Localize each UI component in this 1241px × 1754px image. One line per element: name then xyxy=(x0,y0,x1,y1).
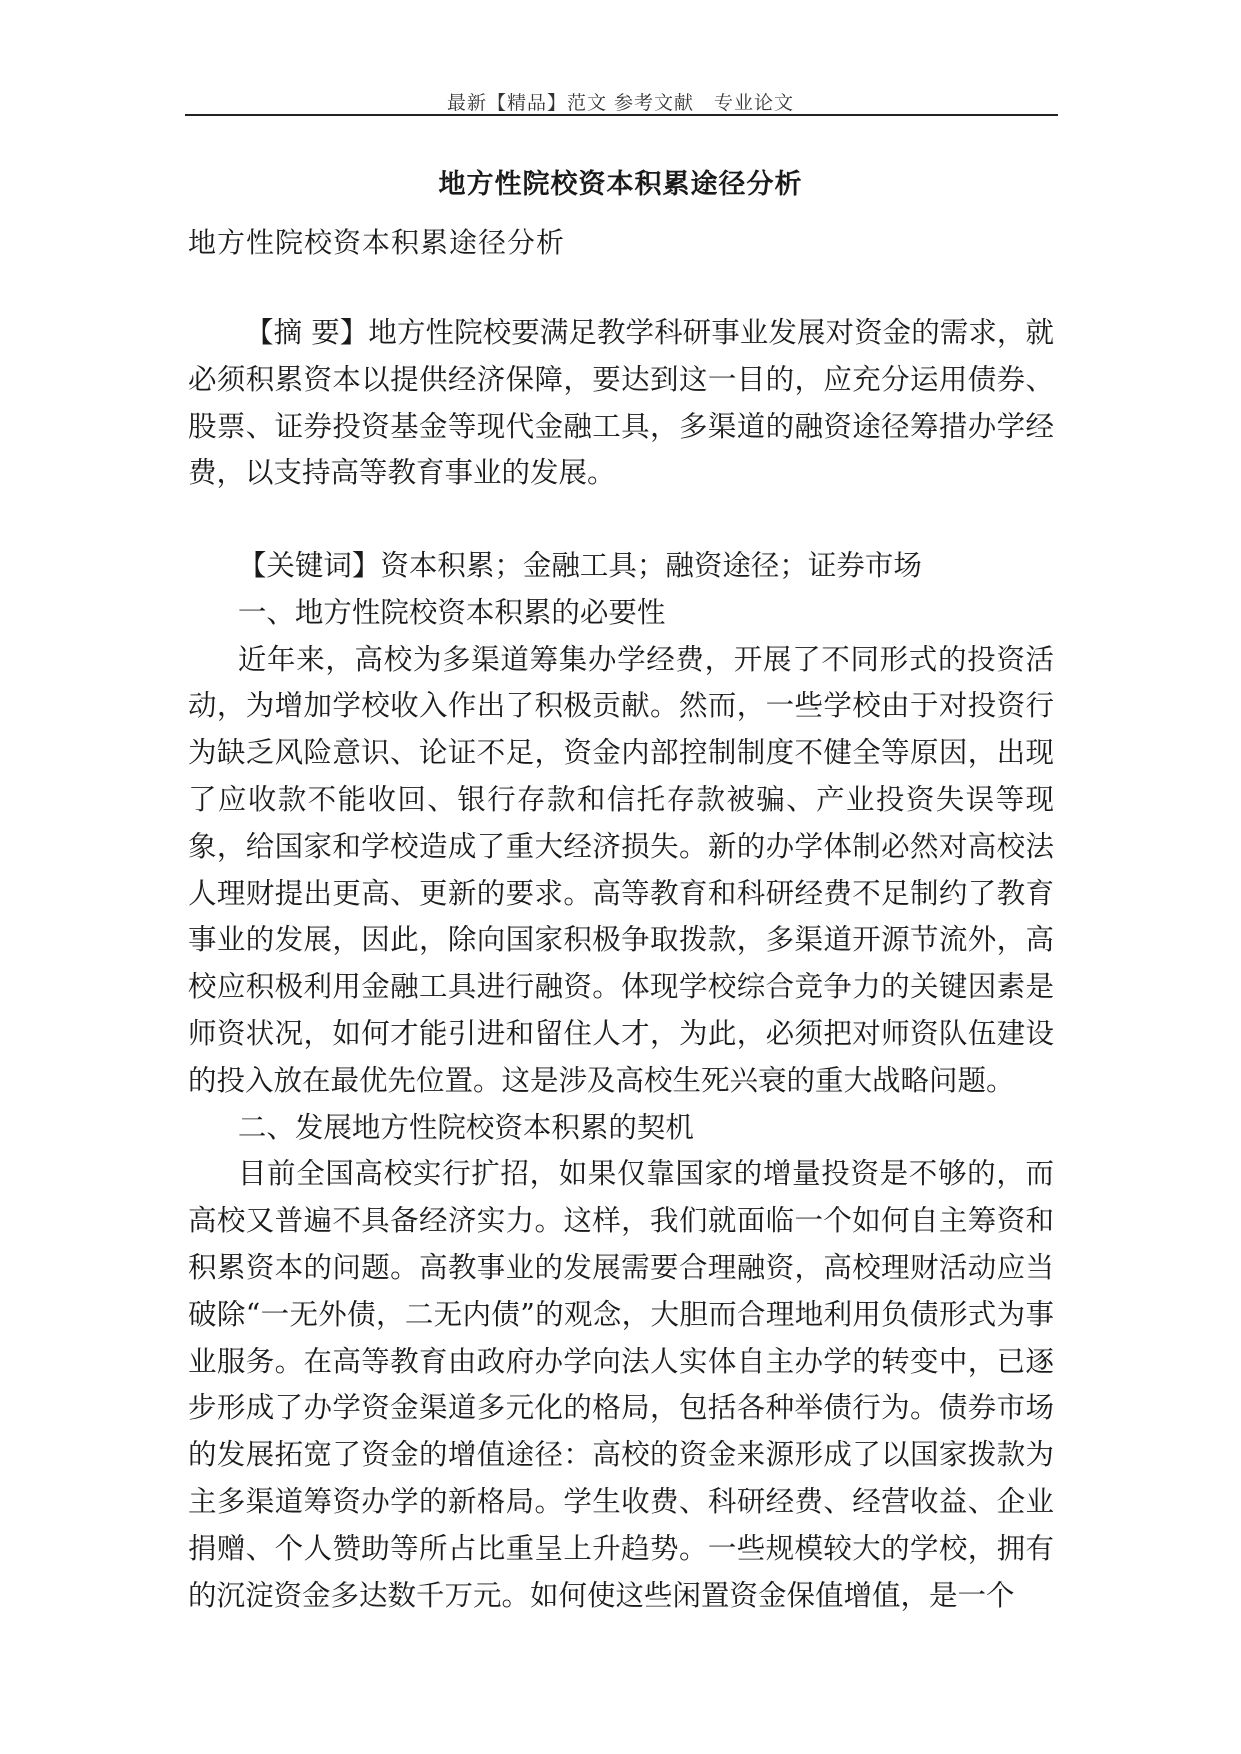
keywords-line: 【关键词】资本积累；金融工具；融资途径；证券市场 xyxy=(237,549,922,582)
abstract-paragraph: 【摘 要】地方性院校要满足教学科研事业发展对资金的需求，就必须积累资本以提供经济保障，要达到这一目的，应充分运用债券、股票、证券投资基金等现代金融工具，多渠道的融资途径筹措办学经费，以支持高等教育事业的发展。 xyxy=(188,316,1054,490)
main-body xyxy=(188,543,1054,1619)
section-heading: 一、地方性院校资本积累的必要性 xyxy=(237,595,666,629)
body-paragraph: 目前全国高校实行扩招，如果仅靠国家的增量投资是不够的，而高校又普遍不具备经济实力。这样，我们就面临一个如何自主筹资和积累资本的问题。高教事业的发展需要合理融资，高校理财活动应当破除“一无外债，二无内债”的观念，大胆而合理地利用负债形式为事业服务。在高等教育由政府办学向法人实体自主办学的转变中，已逐步形成了办学资金渠道多元化的格局，包括各种举债行为。债券市场的发展拓宽了资金的增值途径：高校的资金来源形成了以国家拨款为主多渠道筹资办学的新格局。学生收费、科研经费、经营收益、企业捐赠、个人赞助等所占比重呈上升趋势。一些规模较大的学校，拥有的沉淀资金多达数千万元。如何使这些闲置资金保值增值，是一个 xyxy=(188,1157,1054,1612)
document-title: 地方性院校资本积累途径分析 xyxy=(438,169,803,200)
abstract-section xyxy=(188,310,1054,497)
body-paragraph: 近年来，高校为多渠道筹集办学经费，开展了不同形式的投资活动，为增加学校收入作出了积极贡献。然而，一些学校由于对投资行为缺乏风险意识、论证不足，资金内部控制制度不健全等原因，出现了应收款不能收回、银行存款和信托存款被骗、产业投资失误等现象，给国家和学校造成了重大经济损失。新的办学体制必然对高校法人理财提出更高、更新的要求。高等教育和科研经费不足制约了教育事业的发展，因此，除向国家积极争取拨款，多渠道开源节流外，高校应积极利用金融工具进行融资。体现学校综合竞争力的关键因素是师资状况，如何才能引进和留住人才，为此，必须把对师资队伍建设的投入放在最优先位置。这是涉及高校生死兴衰的重大战略问题。 xyxy=(188,642,1054,1097)
page-header: 最新【精品】范文 参考文献 专业论文 xyxy=(446,92,795,114)
document-subtitle: 地方性院校资本积累途径分析 xyxy=(188,226,566,259)
section-heading: 二、发展地方性院校资本积累的契机 xyxy=(237,1110,694,1144)
header-divider xyxy=(185,114,1058,116)
